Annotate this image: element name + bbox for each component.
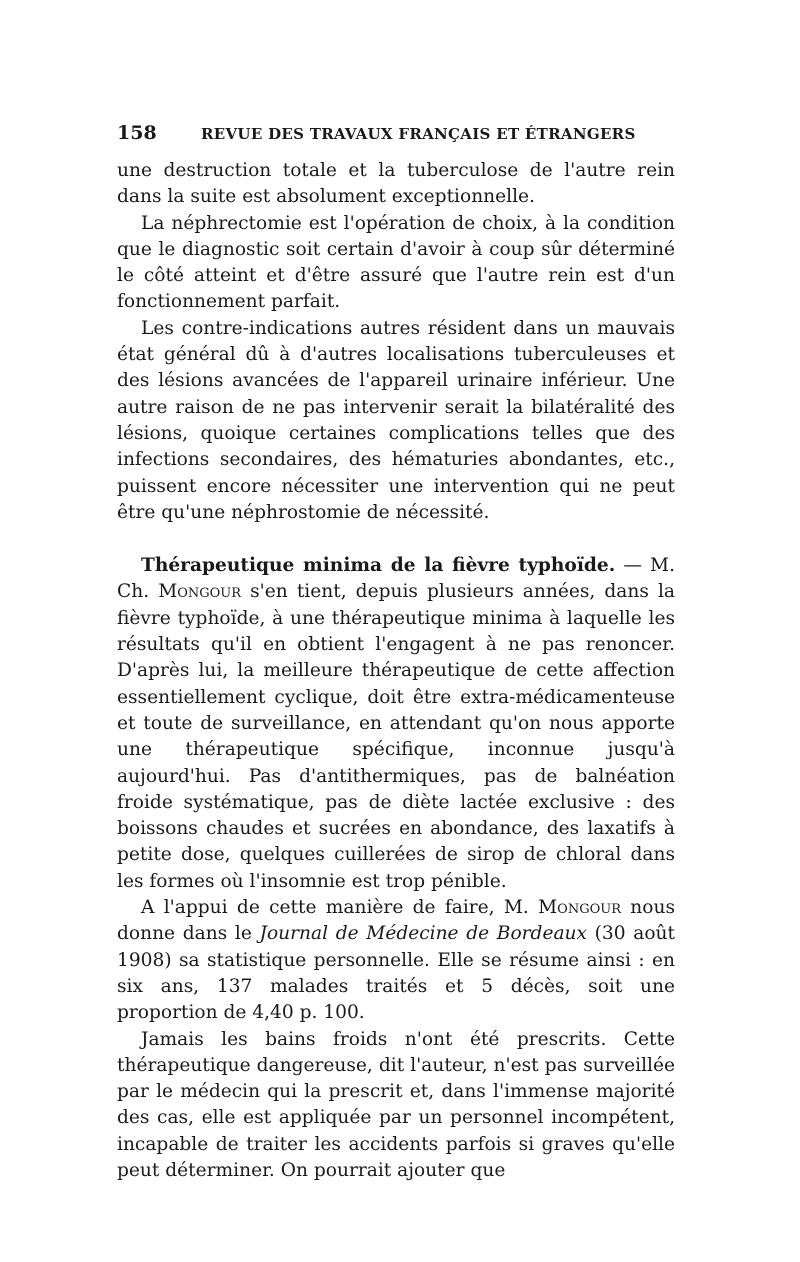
page-header bbox=[117, 122, 672, 144]
running-title: REVUE DES TRAVAUX FRANÇAIS ET ÉTRANGERS bbox=[201, 125, 636, 143]
author-name: Mongour bbox=[538, 897, 621, 919]
paragraph-text: s'en tient, depuis plusieurs années, dans la fièvre typhoïde, à une thérapeutique minima à laquelle les résultats qu'il en obtient l'engagent à ne pas renoncer. D'après lui, la meilleure thérapeutique de cette affection essentiellement cyclique, doit être extra-médicamenteuse et toute de surveillance, en attendant qu'on nous apporte une thérapeutique spécifique, inconnue jusqu'à aujourd'hui. Pas d'antithermiques, pas de balnéation froide systématique, pas de diète lactée exclusive : des boissons chaudes et sucrées en abondance, des laxatifs à petite dose, quelques cuillerées de sirop de chloral dans les formes où l'insomnie est trop pénible. bbox=[117, 581, 675, 892]
paragraph-text: A l'appui de cette manière de faire, M. bbox=[141, 897, 539, 919]
journal-title: Journal de Médecine de Bordeaux bbox=[259, 923, 588, 945]
paragraph-nephrectomy: La néphrectomie est l'opération de choix, à la condition que le diagnostic soit certain d'avoir à coup sûr déterminé le côté atteint et d'être assuré que l'autre rein est d'un fonctionnement parfait. bbox=[117, 212, 675, 313]
author-prefix: — M. Ch. bbox=[117, 555, 675, 603]
paragraph-typhoid-therapy bbox=[117, 553, 675, 895]
paragraph-text: nous donne dans le bbox=[117, 897, 675, 945]
paragraph-statistics bbox=[117, 895, 675, 1026]
body-text bbox=[117, 158, 675, 1184]
paragraph-text: (30 août 1908) sa statistique personnelle. Elle se résume ainsi : en six ans, 137 malades traités et 5 décès, soit une proportion de 4,40 p. 100. bbox=[117, 923, 675, 1024]
page-number: 158 bbox=[117, 122, 157, 144]
paragraph-contraindications: Les contre-indications autres résident dans un mauvais état général dû à d'autres localisations tuberculeuses et des lésions avancées de l'appareil urinaire inférieur. Une autre raison de ne pas intervenir serait la bilatéralité des lésions, quoique certaines complications telles que des infections secondaires, des hématuries abondantes, etc., puissent encore nécessiter une intervention qui ne peut être qu'une néphrostomie de nécessité. bbox=[117, 317, 675, 523]
paragraph-cold-baths: Jamais les bains froids n'ont été prescrits. Cette thérapeutique dangereuse, dit l'auteur, n'est pas surveillée par le médecin qui la prescrit et, dans l'immense majorité des cas, elle est appliquée par un personnel incompétent, incapable de traiter les accidents parfois si graves qu'elle peut déterminer. On pourrait ajouter que bbox=[117, 1028, 675, 1181]
author-name: Mongour bbox=[158, 581, 242, 603]
paragraph-continuation: une destruction totale et la tuberculose de l'autre rein dans la suite est absolument exceptionnelle. bbox=[117, 160, 675, 208]
section-separator bbox=[117, 526, 675, 553]
section-title: Thérapeutique minima de la fièvre typhoïde. bbox=[141, 555, 616, 577]
